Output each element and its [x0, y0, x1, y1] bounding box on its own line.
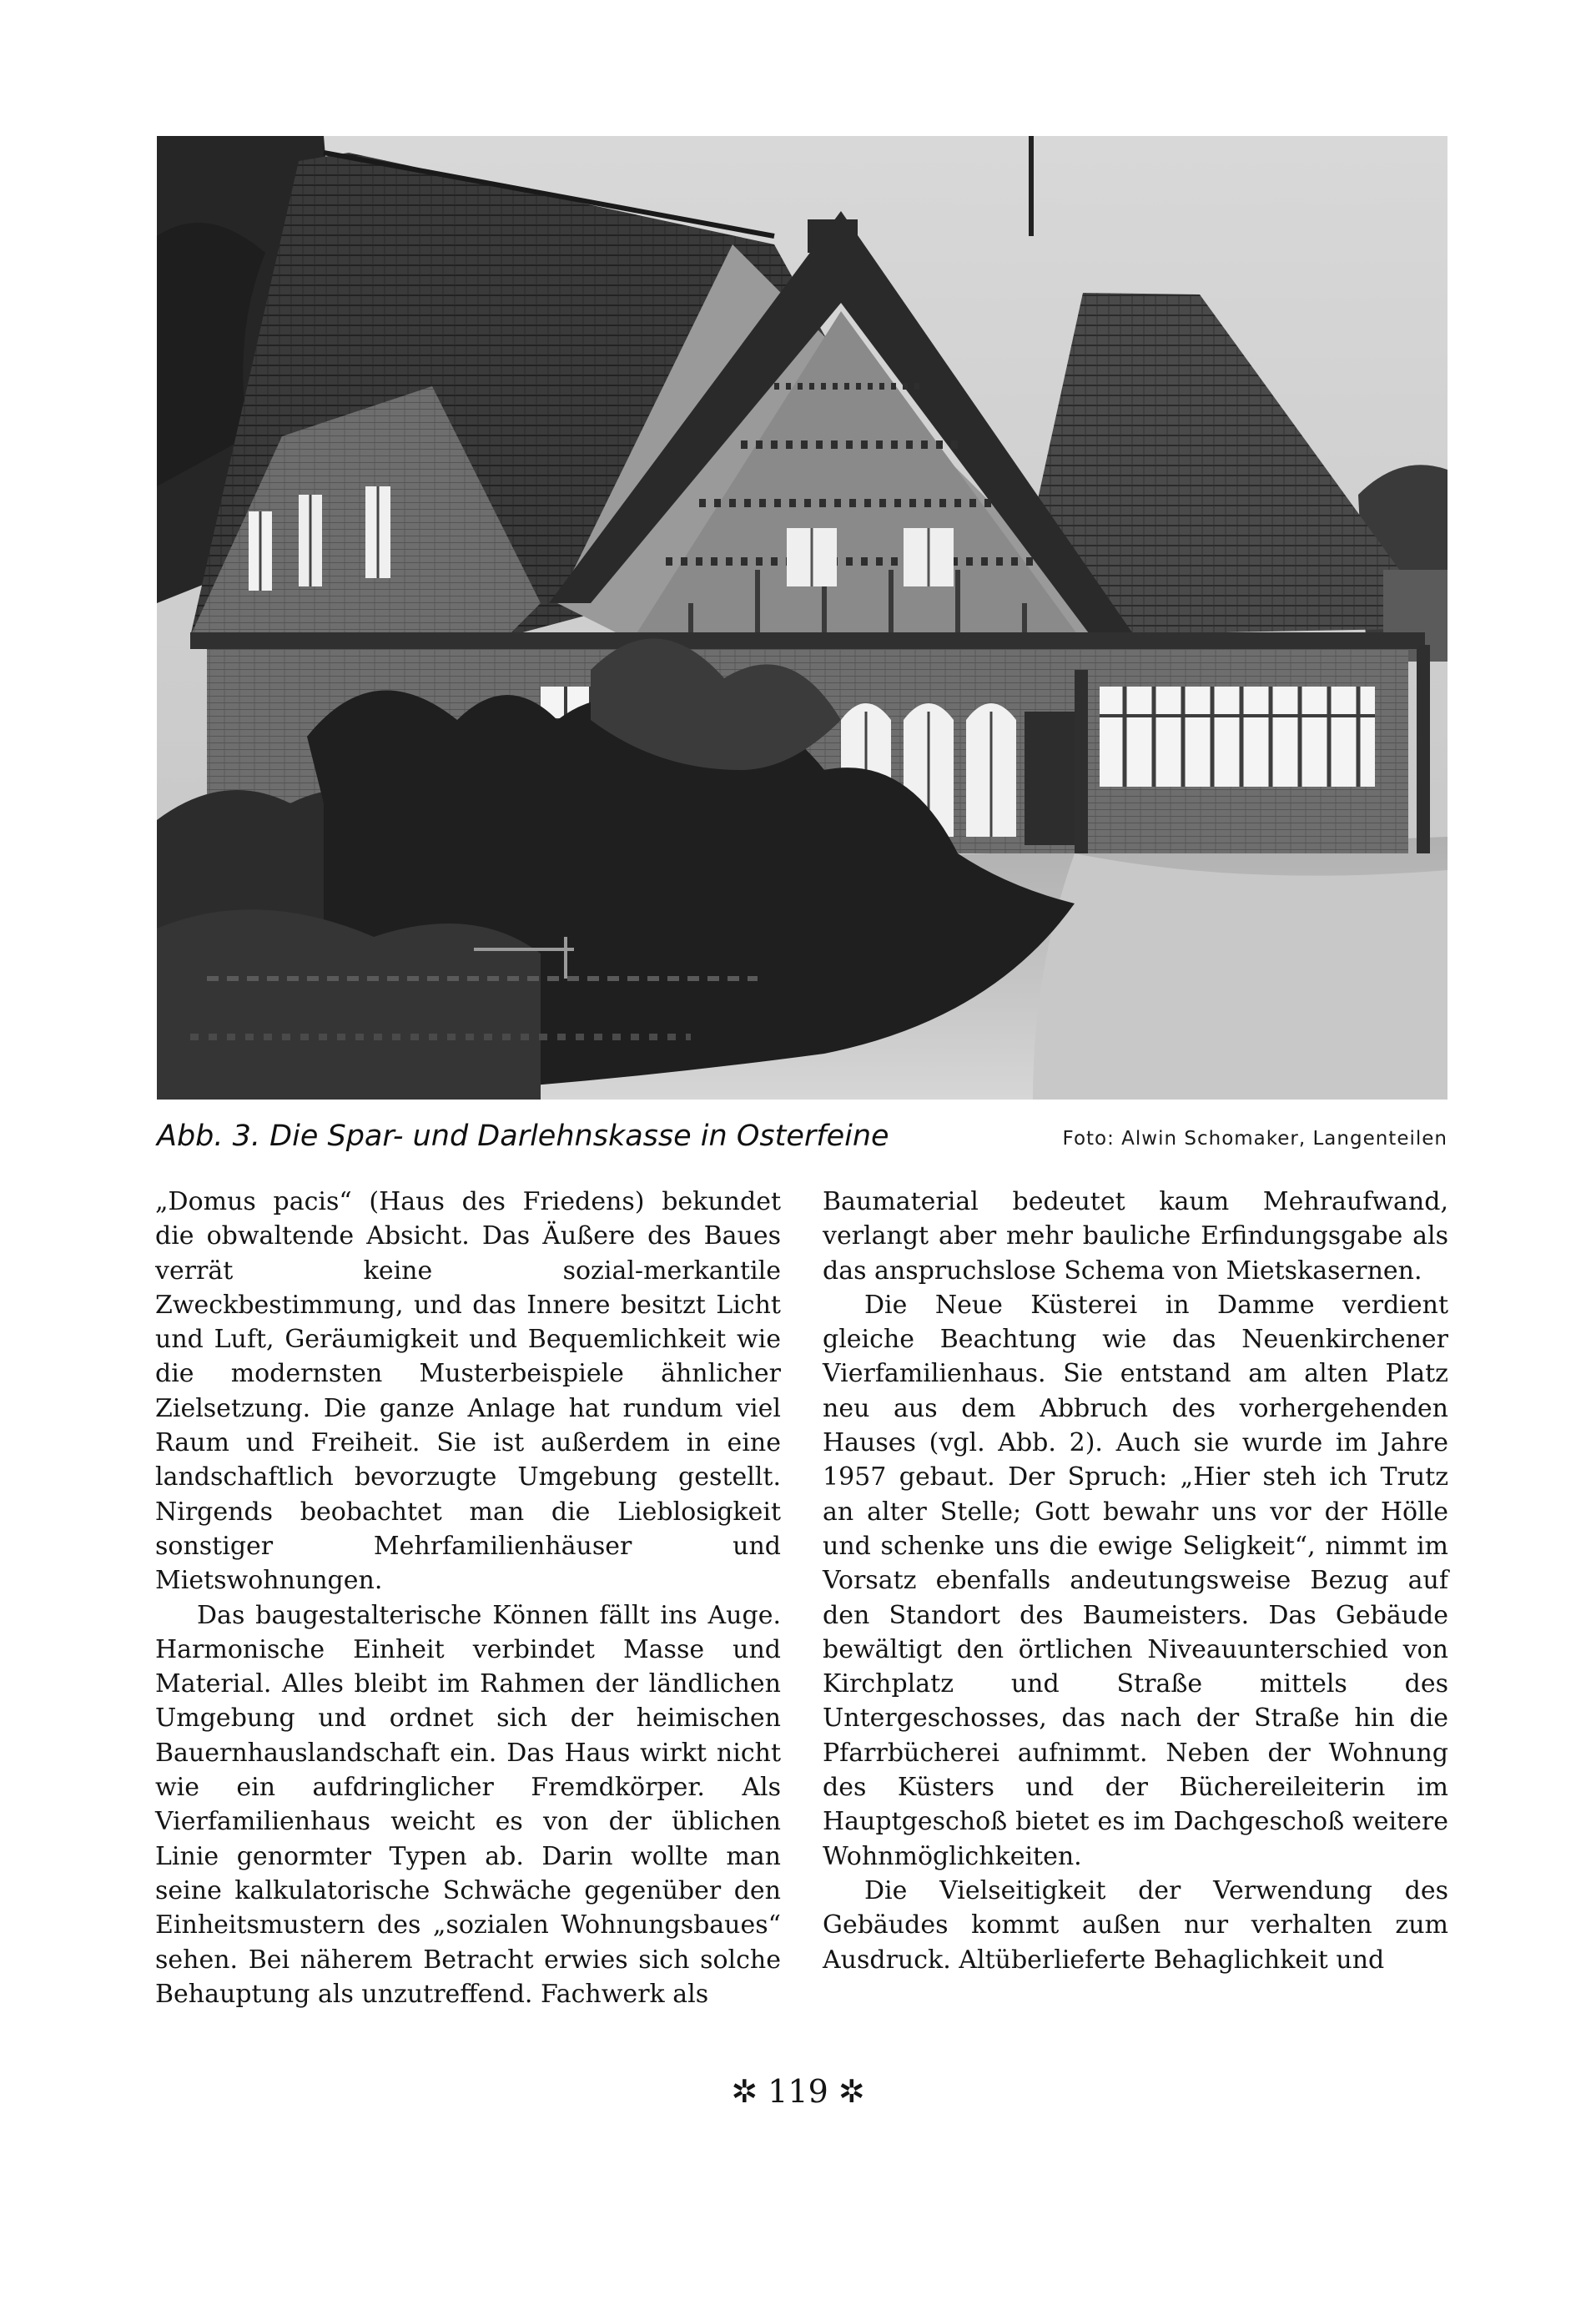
page-number: ✲ 119 ✲ — [731, 2073, 865, 2110]
text-column-right — [823, 1185, 1448, 1977]
photo-illustration — [157, 136, 1447, 1100]
paragraph: „Domus pacis“ (Haus des Friedens) bekundet die obwaltende Absicht. Das Äußere des Baues verrät keine sozial-merkantile Zweckbestimmung, und das Innere besitzt Licht und Luft, Geräumigkeit und Bequemlichkeit wie die modernsten Musterbeispiele ähnlicher Zielsetzung. Die ganze Anlage hat rundum viel Raum und Freiheit. Sie ist außerdem in eine landschaftlich bevorzugte Umgebung gestellt. Nirgends beobachtet man die Lieblosigkeit sonstiger Mehrfamilienhäuser und Mietswohnungen. — [155, 1187, 781, 1596]
text-column-left — [155, 1185, 781, 2011]
figure-caption-line — [157, 1115, 1447, 1165]
building-photo — [157, 136, 1447, 1100]
paragraph: Die Vielseitigkeit der Verwendung des Gebäudes kommt außen nur verhalten zum Ausdruck. Altüberlieferte Behaglichkeit und — [823, 1875, 1448, 1975]
paragraph: Das baugestalterische Können fällt ins Auge. Harmonische Einheit verbindet Masse und Material. Alles bleibt im Rahmen der ländlichen Umgebung und ordnet sich der heimischen Bauernhauslandschaft ein. Das Haus wirkt nicht wie ein aufdringlicher Fremdkörper. Als Vierfamilienhaus weicht es von der üblichen Linie genormter Typen ab. Darin wollte man seine kalkulatorische Schwäche gegenüber den Einheitsmustern des „sozialen Wohnungsbaues“ sehen. Bei näherem Betracht erwies sich solche Behauptung als unzutreffend. Fachwerk als — [155, 1600, 781, 2009]
figure-caption: Abb. 3. Die Spar- und Darlehnskasse in Osterfeine — [157, 1120, 889, 1153]
paragraph: Die Neue Küsterei in Damme verdient gleiche Beachtung wie das Neuenkirchener Vierfamilienhaus. Sie entstand am alten Platz neu aus dem Abbruch des vorhergehenden Hauses (vgl. Abb. 2). Auch sie wurde im Jahre 1957 gebaut. Der Spruch: „Hier steh ich Trutz an alter Stelle; Gott bewahr uns vor der Hölle und schenke uns die ewige Seligkeit“, nimmt im Vorsatz ebenfalls andeutungsweise Bezug auf den Standort des Baumeisters. Das Gebäude bewältigt den örtlichen Niveauunterschied von Kirchplatz und Straße mittels des Untergeschosses, das nach der Straße hin die Pfarrbücherei aufnimmt. Neben der Wohnung des Küsters und der Büchereileiterin im Hauptgeschoß bietet es im Dachgeschoß weitere Wohnmöglichkeiten. — [823, 1290, 1448, 1871]
photo-credit: Foto: Alwin Schomaker, Langenteilen — [1062, 1128, 1447, 1150]
paragraph: Baumaterial bedeutet kaum Mehraufwand, verlangt aber mehr bauliche Erfindungsgabe als das anspruchslose Schema von Mietskasernen. — [823, 1187, 1448, 1286]
